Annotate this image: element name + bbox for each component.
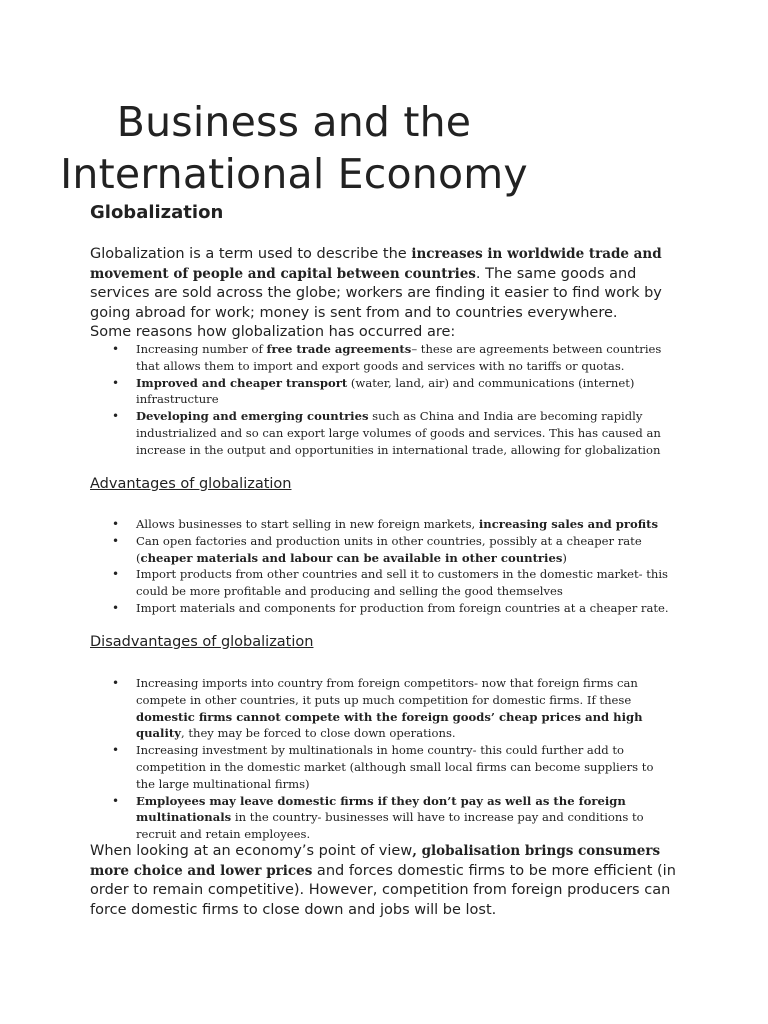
list-item-bold: domestic firms cannot compete with the foreign goods’ cheap prices and high quality	[136, 709, 643, 741]
list-item	[112, 566, 674, 600]
list-item	[112, 793, 674, 843]
list-item-text: (water, land, air) and communications (internet) infrastructure	[136, 375, 635, 407]
list-item	[112, 516, 674, 533]
intro-text: Globalization is a term used to describe the	[90, 246, 412, 262]
list-item	[112, 675, 674, 742]
list-item	[112, 600, 674, 617]
list-item	[112, 533, 674, 567]
intro-paragraph	[90, 245, 680, 343]
title-line-1: Business and the	[116, 98, 472, 146]
advantages-heading: Advantages of globalization	[90, 476, 292, 492]
list-item	[112, 341, 674, 375]
list-item-text: Allows businesses to start selling in new foreign markets,	[136, 517, 479, 531]
list-item-text: Increasing investment by multinationals in home country- this could further add to competition in the domestic market (although small local firms can become suppliers to the large multinational firms)	[136, 743, 654, 791]
list-item-bold: Developing and emerging countries	[136, 409, 369, 424]
list-item	[112, 742, 674, 792]
list-item-text: Increasing number of	[136, 342, 267, 356]
disadvantages-list	[112, 675, 674, 843]
list-item-text: in the country- businesses will have to increase pay and conditions to recruit and retain employees.	[136, 810, 644, 842]
list-item-text: Import products from other countries and sell it to customers in the domestic market- this could be more profitable and producing and selling the good themselves	[136, 567, 668, 599]
reasons-lead-in: Some reasons how globalization has occurred are:	[90, 324, 456, 340]
intro-text-continued: . The same goods and services are sold across the globe; workers are finding it easier to find work by going abroad for work; money is sent from and to countries everywhere.	[90, 265, 662, 321]
title-line-2: International Economy	[60, 150, 528, 198]
list-item-bold: free trade agreements	[266, 342, 412, 356]
list-item-bold: increasing sales and profits	[478, 517, 659, 531]
conclusion-text-continued: and forces domestic firms to be more efficient (in order to remain competitive). However, competition from foreign producers can force domestic firms to close down and jobs will be lost.	[90, 862, 676, 918]
conclusion-bold: , globalisation brings consumers more choice and lower prices	[90, 843, 661, 879]
list-item-text: Can open factories and production units in other countries, possibly at a cheaper rate (	[136, 533, 642, 565]
disadvantages-heading: Disadvantages of globalization	[90, 634, 314, 650]
list-item-bold: Improved and cheaper transport	[136, 375, 348, 390]
advantages-list	[112, 516, 674, 617]
list-item-text: , they may be forced to close down operations.	[180, 726, 456, 741]
reasons-list	[112, 341, 674, 459]
list-item-text: Increasing imports into country from foreign competitors- now that foreign firms can compete in other countries, it puts up much competition for domestic firms. If these	[136, 676, 638, 707]
list-item-text: – these are agreements between countries that allows them to import and export goods and services with no tariffs or quotas.	[136, 342, 662, 373]
list-item	[112, 375, 674, 409]
list-item-text: such as China and India are becoming rapidly industrialized and so can export large volumes of goods and services. This has caused an increase in the output and opportunities in international trade, allowing for globalization	[136, 409, 661, 457]
list-item-text: )	[562, 550, 567, 565]
list-item-bold: cheaper materials and labour can be available in other countries	[140, 550, 563, 565]
list-item-bold: Employees may leave domestic firms if they don’t pay as well as the foreign multinationals	[136, 793, 626, 825]
intro-bold-text: increases in worldwide trade and movement of people and capital between countries	[90, 246, 662, 282]
list-item-text: Import materials and components for production from foreign countries at a cheaper rate.	[136, 600, 669, 615]
list-item	[112, 408, 674, 458]
section-heading-globalization: Globalization	[90, 202, 224, 223]
conclusion-paragraph	[90, 842, 680, 920]
conclusion-text: When looking at an economy’s point of view	[90, 843, 413, 859]
document-title	[0, 96, 678, 200]
